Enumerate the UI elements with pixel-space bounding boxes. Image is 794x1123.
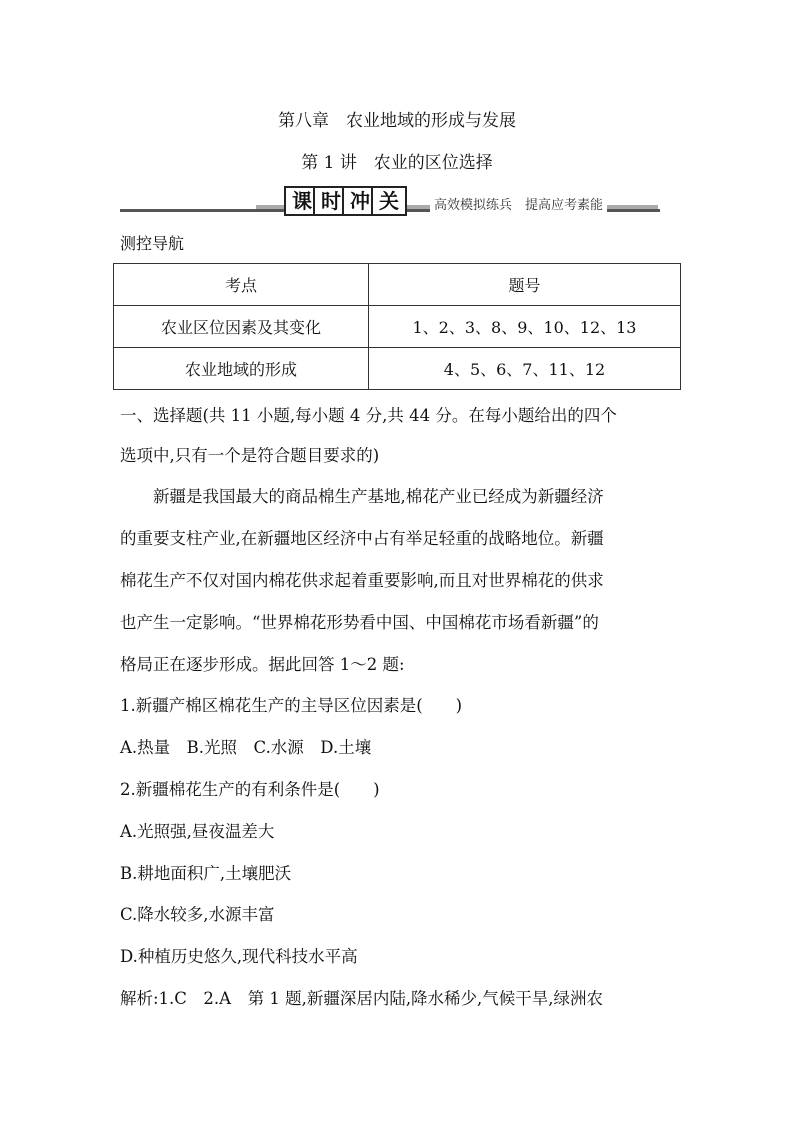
section-heading-line2: 选项中,只有一个是符合题目要求的): [120, 446, 380, 465]
table-cell: 农业区位因素及其变化: [114, 306, 369, 348]
question-2-option-a: A.光照强,昼夜温差大: [120, 822, 275, 841]
question-2-option-c: C.降水较多,水源丰富: [120, 905, 275, 924]
question-2-option-d: D.种植历史悠久,现代科技水平高: [120, 947, 358, 966]
table-row: [114, 306, 681, 348]
question-2-option-b: B.耕地面积广,土壤肥沃: [120, 864, 292, 883]
banner-char-1: 课: [284, 186, 320, 216]
passage-line: 格局正在逐步形成。据此回答 1～2 题:: [120, 655, 405, 674]
analysis-text: 解析:1.C 2.A 第 1 题,新疆深居内陆,降水稀少,气候干旱,绿洲农: [120, 989, 604, 1008]
lesson-title: 第 1 讲 农业的区位选择: [301, 153, 493, 173]
banner-char-3: 冲: [342, 186, 378, 216]
banner-char-4: 关: [371, 186, 407, 216]
table-cell: 农业地域的形成: [114, 348, 369, 390]
passage-line: 新疆是我国最大的商品棉生产基地,棉花产业已经成为新疆经济: [120, 487, 604, 506]
table-header-row: [114, 264, 681, 306]
section-heading-line1: 一、选择题(共 11 小题,每小题 4 分,共 44 分。在每小题给出的四个: [120, 406, 617, 425]
passage-line: 棉花生产不仅对国内棉花供求起着重要影响,而且对世界棉花的供求: [120, 571, 604, 590]
banner-char-2: 时: [313, 186, 349, 216]
chapter-title: 第八章 农业地域的形成与发展: [278, 111, 516, 131]
nav-table-label: 测控导航: [120, 234, 185, 253]
table-cell: 1、2、3、8、9、10、12、13: [369, 306, 681, 348]
passage-line: 的重要支柱产业,在新疆地区经济中占有举足轻重的战略地位。新疆: [120, 529, 604, 548]
navigation-table: [113, 263, 681, 390]
question-2: 2.新疆棉花生产的有利条件是( ): [120, 780, 380, 799]
table-cell: 4、5、6、7、11、12: [369, 348, 681, 390]
passage-line: 也产生一定影响。“世界棉花形势看中国、中国棉花市场看新疆”的: [120, 613, 599, 632]
table-header-cell: 考点: [114, 264, 369, 306]
table-header-cell: 题号: [369, 264, 681, 306]
question-1-options: A.热量 B.光照 C.水源 D.土壤: [120, 738, 372, 757]
table-row: [114, 348, 681, 390]
banner-tagline: 高效模拟练兵 提高应考素能: [430, 194, 607, 213]
question-1: 1.新疆产棉区棉花生产的主导区位因素是( ): [120, 696, 463, 715]
